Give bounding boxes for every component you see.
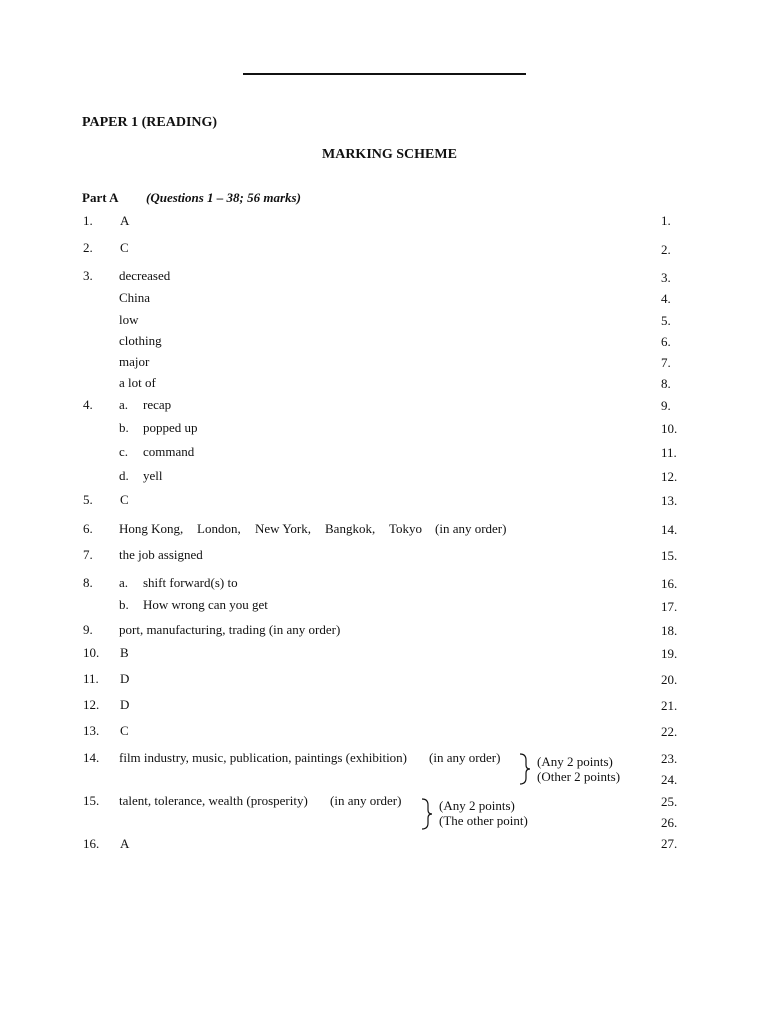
brace-icon: [518, 752, 532, 786]
question-number: 15.: [83, 793, 100, 808]
answer: major: [119, 354, 150, 369]
top-rule: [243, 73, 526, 75]
question-number: 3.: [83, 268, 93, 283]
points-note: (The other point): [439, 813, 528, 828]
question-number: 7.: [83, 547, 93, 562]
answer: C: [120, 492, 129, 507]
answer: recap: [143, 397, 172, 412]
answer: How wrong can you get: [143, 597, 268, 612]
question-number: 12.: [83, 697, 100, 712]
mark-number: 24.: [661, 772, 678, 787]
mark-number: 25.: [661, 794, 678, 809]
answer-item: London,: [197, 521, 241, 536]
mark-number: 20.: [661, 672, 678, 687]
answer: low: [119, 312, 139, 327]
answer: port, manufacturing, trading (in any order): [119, 622, 341, 637]
mark-number: 26.: [661, 815, 678, 830]
part-letter: c.: [119, 444, 129, 459]
mark-number: 27.: [661, 836, 678, 851]
answer: C: [120, 240, 129, 255]
mark-number: 5.: [661, 313, 671, 328]
mark-number: 22.: [661, 724, 678, 739]
mark-number: 23.: [661, 751, 678, 766]
points-note: (Other 2 points): [537, 769, 621, 784]
points-note: (Any 2 points): [439, 798, 515, 813]
answer: shift forward(s) to: [143, 575, 238, 590]
part-letter: a.: [119, 397, 129, 412]
mark-number: 17.: [661, 599, 678, 614]
points-note: (Any 2 points): [537, 754, 613, 769]
part-letter: b.: [119, 597, 129, 612]
question-number: 9.: [83, 622, 93, 637]
answer: the job assigned: [119, 547, 203, 562]
part-label: Part A: [82, 190, 119, 205]
answer: yell: [143, 468, 163, 483]
question-number: 4.: [83, 397, 93, 412]
mark-number: 9.: [661, 398, 671, 413]
part-info: (Questions 1 – 38; 56 marks): [146, 190, 301, 205]
question-number: 16.: [83, 836, 100, 851]
answer: popped up: [143, 420, 198, 435]
answer: D: [120, 697, 130, 712]
question-number: 11.: [83, 671, 99, 686]
part-letter: d.: [119, 468, 129, 483]
mark-number: 1.: [661, 213, 671, 228]
answer: D: [120, 671, 130, 686]
mark-number: 4.: [661, 291, 671, 306]
answer: A: [120, 213, 130, 228]
answer: clothing: [119, 333, 162, 348]
answer: decreased: [119, 268, 171, 283]
part-letter: b.: [119, 420, 129, 435]
answer: China: [119, 290, 151, 305]
answer-item: New York,: [255, 521, 311, 536]
order-note: (in any order): [435, 521, 507, 536]
mark-number: 2.: [661, 242, 671, 257]
question-number: 10.: [83, 645, 100, 660]
mark-number: 14.: [661, 522, 678, 537]
order-note: (in any order): [330, 793, 402, 808]
mark-number: 16.: [661, 576, 678, 591]
scheme-title: MARKING SCHEME: [322, 147, 457, 162]
question-number: 8.: [83, 575, 93, 590]
paper-title: PAPER 1 (READING): [82, 115, 218, 130]
order-note: (in any order): [429, 750, 501, 765]
answer: command: [143, 444, 195, 459]
mark-number: 7.: [661, 355, 671, 370]
answer-item: Hong Kong,: [119, 521, 184, 536]
question-number: 6.: [83, 521, 93, 536]
answer-item: Tokyo: [389, 521, 423, 536]
mark-number: 21.: [661, 698, 678, 713]
question-number: 13.: [83, 723, 100, 738]
mark-number: 8.: [661, 376, 671, 391]
question-number: 2.: [83, 240, 93, 255]
mark-number: 15.: [661, 548, 678, 563]
mark-number: 3.: [661, 270, 671, 285]
answer: A: [120, 836, 130, 851]
mark-number: 18.: [661, 623, 678, 638]
answer: B: [120, 645, 129, 660]
mark-number: 13.: [661, 493, 678, 508]
mark-number: 12.: [661, 469, 678, 484]
question-number: 5.: [83, 492, 93, 507]
mark-number: 19.: [661, 646, 678, 661]
answer: film industry, music, publication, paintings (exhibition): [119, 750, 408, 765]
answer-item: Bangkok,: [325, 521, 376, 536]
answer: C: [120, 723, 129, 738]
brace-icon: [420, 797, 434, 831]
question-number: 14.: [83, 750, 100, 765]
question-number: 1.: [83, 213, 93, 228]
mark-number: 11.: [661, 445, 677, 460]
mark-number: 6.: [661, 334, 671, 349]
mark-number: 10.: [661, 421, 678, 436]
part-letter: a.: [119, 575, 129, 590]
answer: talent, tolerance, wealth (prosperity): [119, 793, 308, 808]
answer: a lot of: [119, 375, 156, 390]
